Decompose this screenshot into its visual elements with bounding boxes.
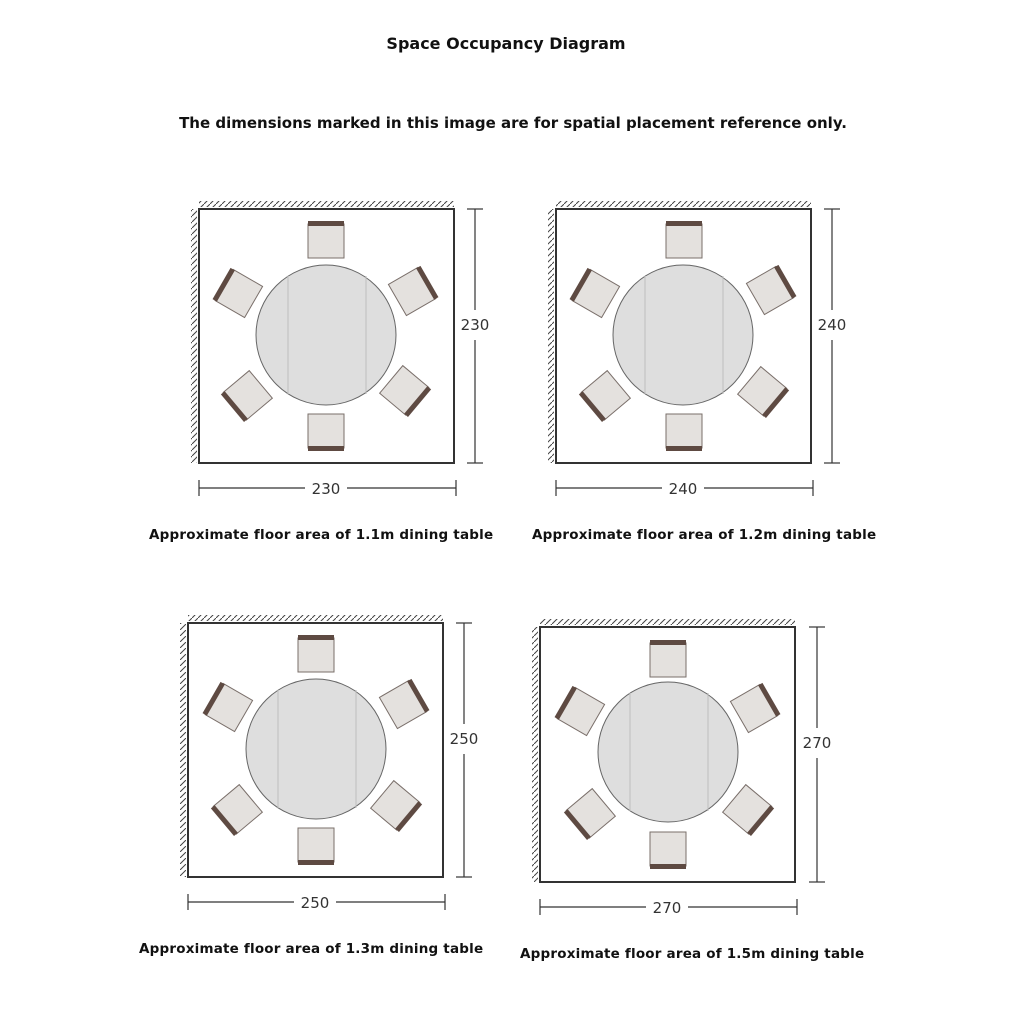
dimension-line-vertical [809, 627, 825, 882]
wall-hatch-left [191, 209, 197, 463]
chair [650, 640, 686, 677]
caption-1-1m-table: Approximate floor area of 1.1m dining table [149, 527, 494, 543]
wall-hatch-top [199, 201, 454, 207]
floor-plan-1 [191, 201, 489, 498]
chair [298, 635, 334, 672]
chair [308, 414, 344, 451]
dimension-label-horizontal: 230 [311, 480, 341, 498]
caption-1-5m-table: Approximate floor area of 1.5m dining table [520, 946, 865, 962]
dimension-label-vertical: 250 [449, 730, 479, 748]
wall-hatch-top [556, 201, 811, 207]
dimension-label-vertical: 230 [460, 316, 490, 334]
page-title: Space Occupancy Diagram [386, 34, 626, 53]
wall-hatch-top [188, 615, 443, 621]
dining-table [256, 265, 396, 405]
chair [308, 221, 344, 258]
dining-table [598, 682, 738, 822]
chair [666, 414, 702, 451]
dimension-label-horizontal: 270 [652, 899, 682, 917]
dimension-line-vertical [467, 209, 483, 463]
caption-1-3m-table: Approximate floor area of 1.3m dining table [139, 941, 484, 957]
page-subtitle: The dimensions marked in this image are for spatial placement reference only. [179, 114, 847, 132]
floor-plan-3 [180, 615, 478, 912]
wall-hatch-top [540, 619, 795, 625]
dimension-label-horizontal: 250 [300, 894, 330, 912]
wall-hatch-left [180, 623, 186, 877]
dimension-label-vertical: 270 [802, 734, 832, 752]
dimension-line-vertical [824, 209, 840, 463]
wall-hatch-left [548, 209, 554, 463]
dining-table [613, 265, 753, 405]
floor-plan-2 [548, 201, 846, 498]
chair [666, 221, 702, 258]
chair [650, 832, 686, 869]
dining-table [246, 679, 386, 819]
floor-plan-4 [532, 619, 831, 917]
dimension-line-vertical [456, 623, 472, 877]
caption-1-2m-table: Approximate floor area of 1.2m dining table [532, 527, 877, 543]
wall-hatch-left [532, 627, 538, 882]
dimension-label-horizontal: 240 [668, 480, 698, 498]
dimension-label-vertical: 240 [817, 316, 847, 334]
chair [298, 828, 334, 865]
